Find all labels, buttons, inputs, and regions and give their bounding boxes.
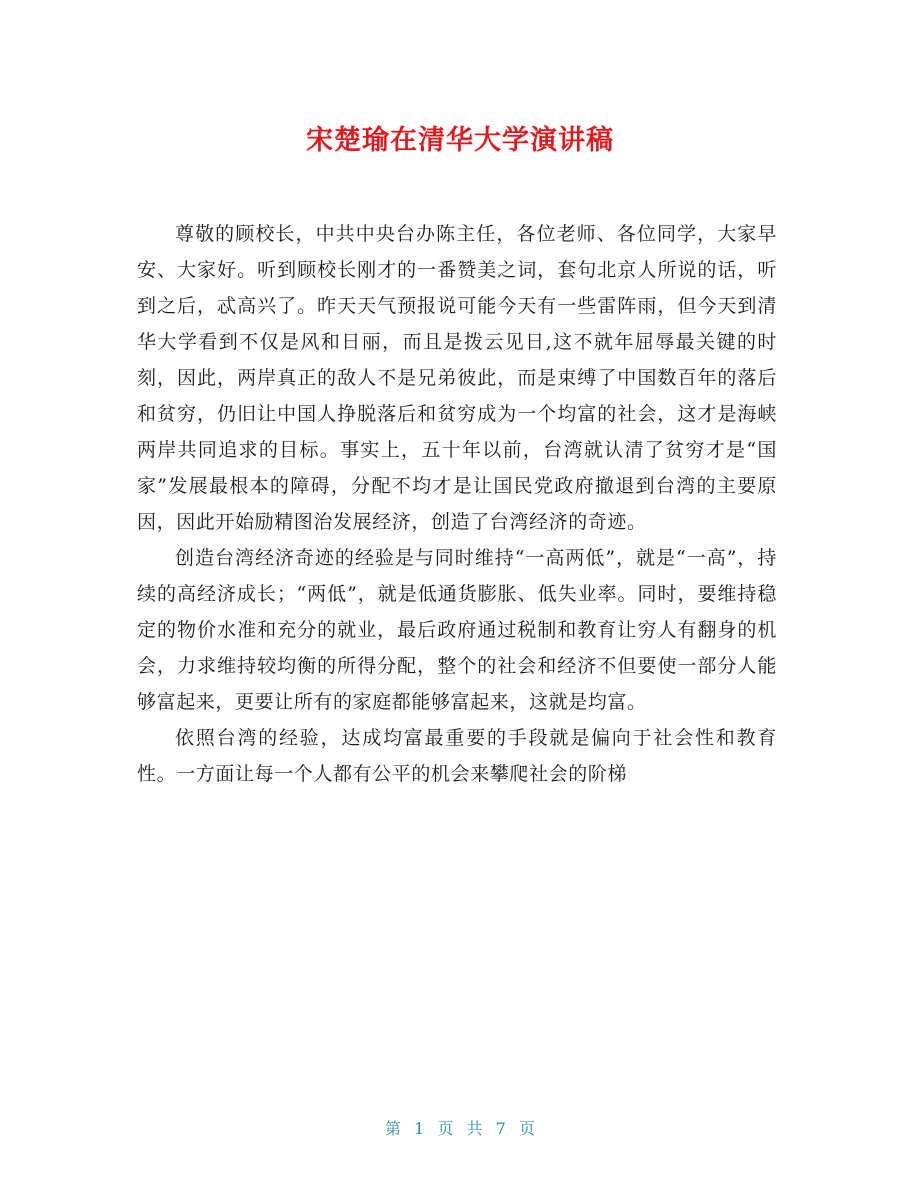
page-footer <box>0 1116 920 1139</box>
footer-page-unit: 页 <box>437 1119 454 1138</box>
footer-current-page: 1 <box>414 1119 425 1138</box>
paragraph: 依照台湾的经验，达成均富最重要的手段就是偏向于社会性和教育性。一方面让每一个人都有公平的机会来攀爬社会的阶梯 <box>137 727 777 785</box>
footer-total-label: 共 <box>466 1119 483 1138</box>
footer-total-pages: 7 <box>495 1119 506 1138</box>
footer-total-unit: 页 <box>518 1119 535 1138</box>
document-body <box>137 216 777 792</box>
paragraph: 尊敬的顾校长，中共中央台办陈主任，各位老师、各位同学，大家早安、大家好。听到顾校长刚才的一番赞美之词，套句北京人所说的话，听到之后，忒高兴了。昨天天气预报说可能今天有一些雷阵雨，但今天到清华大学看到不仅是风和日丽，而且是拨云见日,这不就年屈辱最关键的时刻，因此，两岸真正的敌人不是兄弟彼此，而是束缚了中国数百年的落后和贫穷，仍旧让中国人挣脱落后和贫穷成为一个均富的社会，这才是海峡两岸共同追求的目标。事实上，五十年以前，台湾就认清了贫穷才是“国家”发展最根本的障碍，分配不均才是让国民党政府撤退到台湾的主要原因，因此开始励精图治发展经济，创造了台湾经济的奇迹。 <box>137 223 777 533</box>
footer-page-label: 第 <box>385 1119 402 1138</box>
page-title: 宋楚瑜在清华大学演讲稿 <box>306 125 614 156</box>
paragraph: 创造台湾经济奇迹的经验是与同时维持“一高两低”，就是“一高”，持续的高经济成长；“两低”，就是低通货膨胀、低失业率。同时，要维持稳定的物价水准和充分的就业，最后政府通过税制和教育让穷人有翻身的机会，力求维持较均衡的所得分配，整个的社会和经济不但要使一部分人能够富起来，更要让所有的家庭都能够富起来，这就是均富。 <box>137 547 777 713</box>
